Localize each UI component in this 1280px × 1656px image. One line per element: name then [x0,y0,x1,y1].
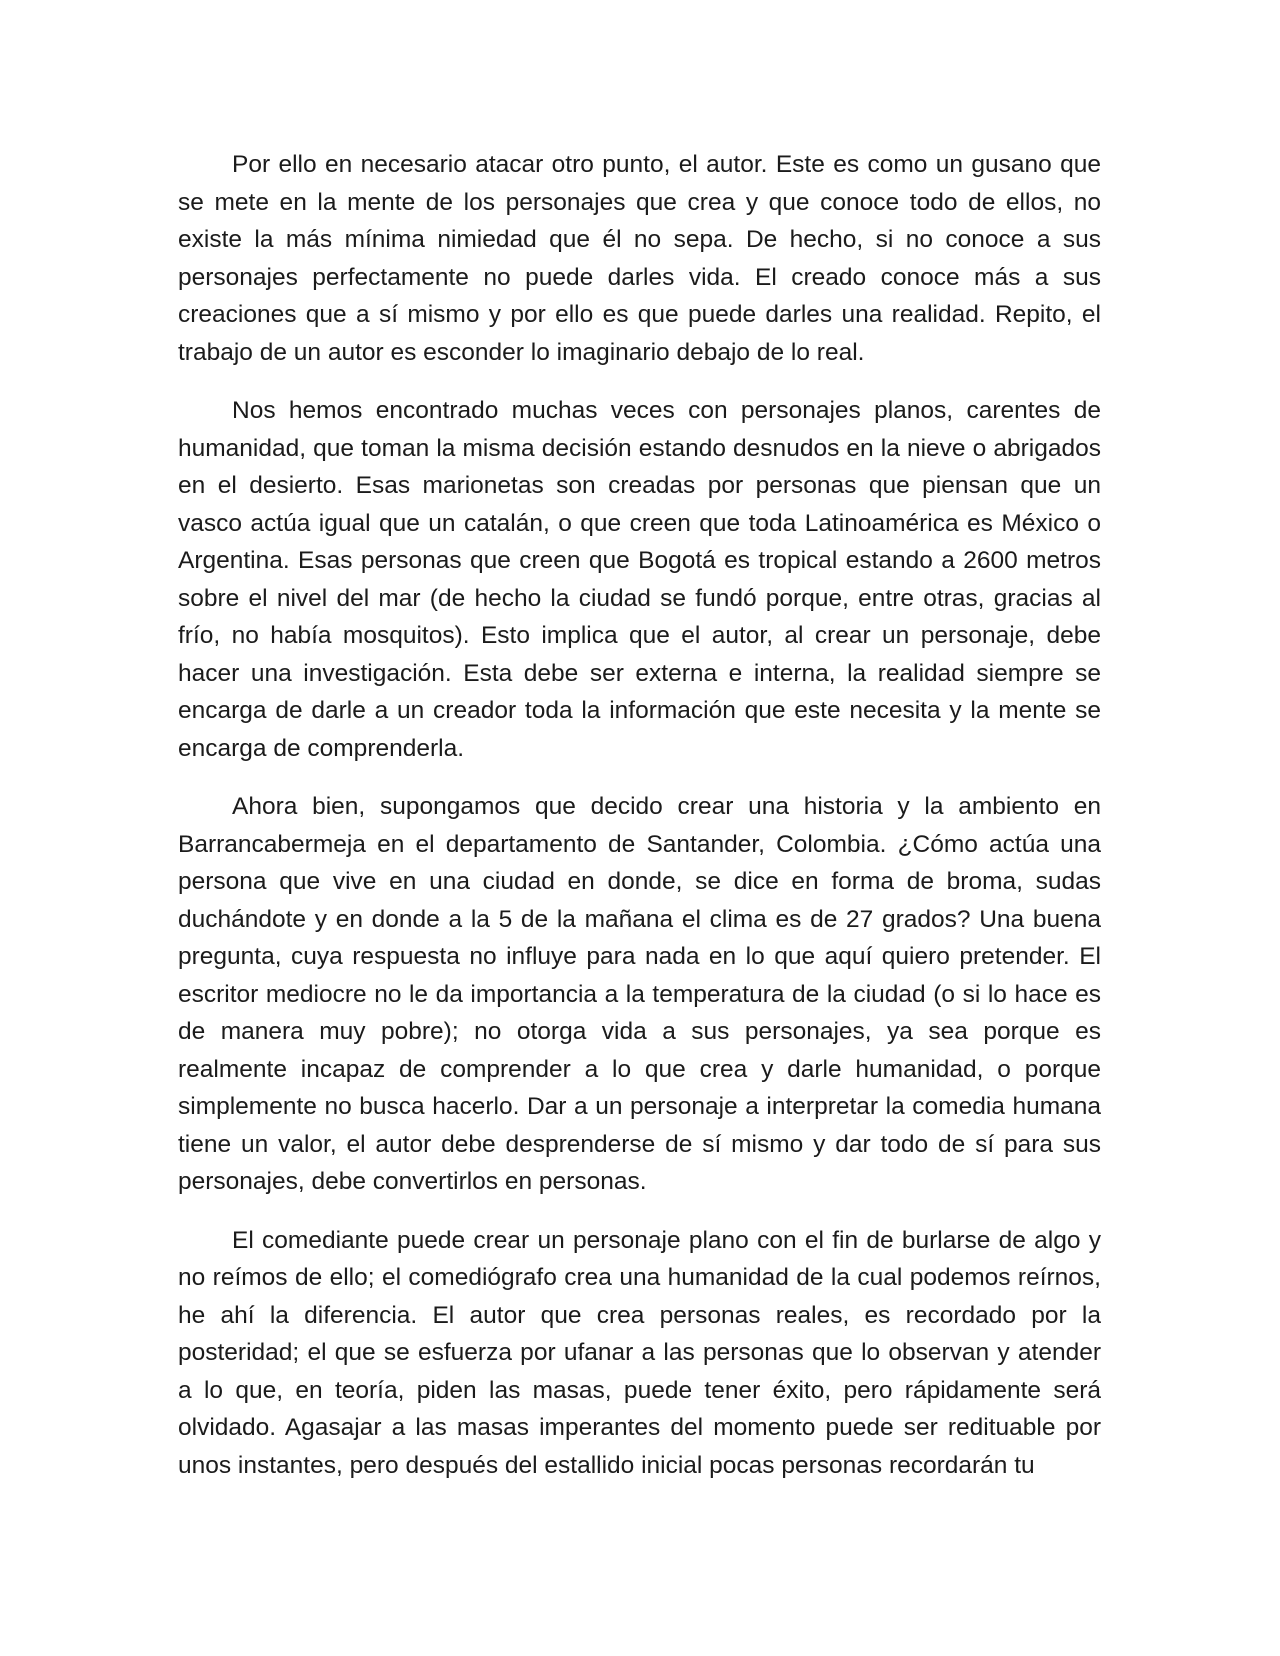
body-text [178,146,1101,1484]
paragraph-1: Por ello en necesario atacar otro punto, el autor. Este es como un gusano que se mete en la mente de los personajes que crea y que conoce todo de ellos, no existe la más mínima nimiedad que él no sepa. De hecho, si no conoce a sus personajes perfectamente no puede darles vida. El creado conoce más a sus creaciones que a sí mismo y por ello es que puede darles una realidad. Repito, el trabajo de un autor es esconder lo imaginario debajo de lo real. [178,151,1101,366]
paragraph-3: Ahora bien, supongamos que decido crear una historia y la ambiento en Barrancabermeja en el departamento de Santander, Colombia. ¿Cómo actúa una persona que vive en una ciudad en donde, se dice en forma de broma, sudas duchándote y en donde a la 5 de la mañana el clima es de 27 grados? Una buena pregunta, cuya respuesta no influye para nada en lo que aquí quiero pretender. El escritor mediocre no le da importancia a la temperatura de la ciudad (o si lo hace es de manera muy pobre); no otorga vida a sus personajes, ya sea porque es realmente incapaz de comprender a lo que crea y darle humanidad, o porque simplemente no busca hacerlo. Dar a un personaje a interpretar la comedia humana tiene un valor, el autor debe desprenderse de sí mismo y dar todo de sí para sus personajes, debe convertirlos en personas. [178,793,1101,1195]
paragraph-4: El comediante puede crear un personaje plano con el fin de burlarse de algo y no reímos de ello; el comediógrafo crea una humanidad de la cual podemos reírnos, he ahí la diferencia. El autor que crea personas reales, es recordado por la posteridad; el que se esfuerza por ufanar a las personas que lo observan y atender a lo que, en teoría, piden las masas, puede tener éxito, pero rápidamente será olvidado. Agasajar a las masas imperantes del momento puede ser redituable por unos instantes, pero después del estallido inicial pocas personas recordarán tu [178,1226,1101,1479]
paragraph-2: Nos hemos encontrado muchas veces con personajes planos, carentes de humanidad, que toman la misma decisión estando desnudos en la nieve o abrigados en el desierto. Esas marionetas son creadas por personas que piensan que un vasco actúa igual que un catalán, o que creen que toda Latinoamérica es México o Argentina. Esas personas que creen que Bogotá es tropical estando a 2600 metros sobre el nivel del mar (de hecho la ciudad se fundó porque, entre otras, gracias al frío, no había mosquitos). Esto implica que el autor, al crear un personaje, debe hacer una investigación. Esta debe ser externa e interna, la realidad siempre se encarga de darle a un creador toda la información que este necesita y la mente se encarga de comprenderla. [178,397,1101,762]
